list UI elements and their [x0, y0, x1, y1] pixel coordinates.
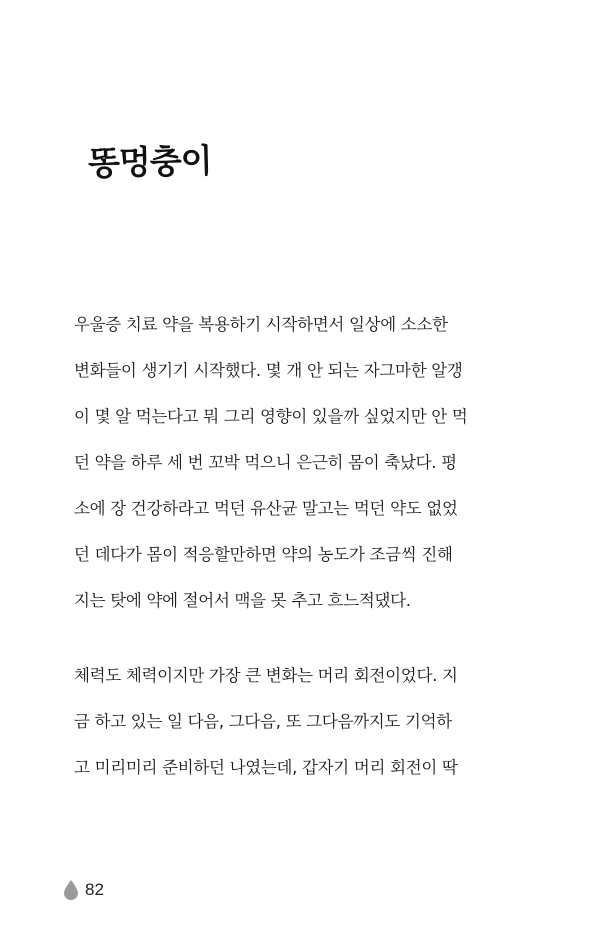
page-footer — [64, 880, 104, 900]
paragraph-line: 고 미리미리 준비하던 나였는데, 갑자기 머리 회전이 딱 — [74, 758, 458, 777]
paragraph-line: 우울증 치료 약을 복용하기 시작하면서 일상에 소소한 — [74, 315, 448, 334]
paragraph-line: 소에 장 건강하라고 먹던 유산균 말고는 먹던 약도 없었 — [74, 499, 458, 518]
paragraph-line: 지는 탓에 약에 절어서 맥을 못 추고 흐느적댔다. — [74, 591, 411, 610]
water-drop-icon — [64, 880, 78, 900]
paragraph-2 — [74, 653, 544, 791]
chapter-title: 똥멍충이 — [87, 140, 213, 183]
paragraph-line: 체력도 체력이지만 가장 큰 변화는 머리 회전이었다. 지 — [74, 666, 458, 685]
paragraph-line: 금 하고 있는 일 다음, 그다음, 또 그다음까지도 기억하 — [74, 712, 452, 731]
paragraph-line: 변화들이 생기기 시작했다. 몇 개 안 되는 자그마한 알갱 — [74, 361, 463, 380]
page-number: 82 — [85, 880, 104, 899]
paragraph-line: 던 약을 하루 세 번 꼬박 먹으니 은근히 몸이 축났다. 평 — [74, 453, 457, 472]
paragraph-line: 던 데다가 몸이 적응할만하면 약의 농도가 조금씩 진해 — [74, 545, 453, 564]
paragraph-line: 이 몇 알 먹는다고 뭐 그리 영향이 있을까 싶었지만 안 먹 — [74, 407, 468, 426]
paragraph-1 — [74, 302, 544, 624]
